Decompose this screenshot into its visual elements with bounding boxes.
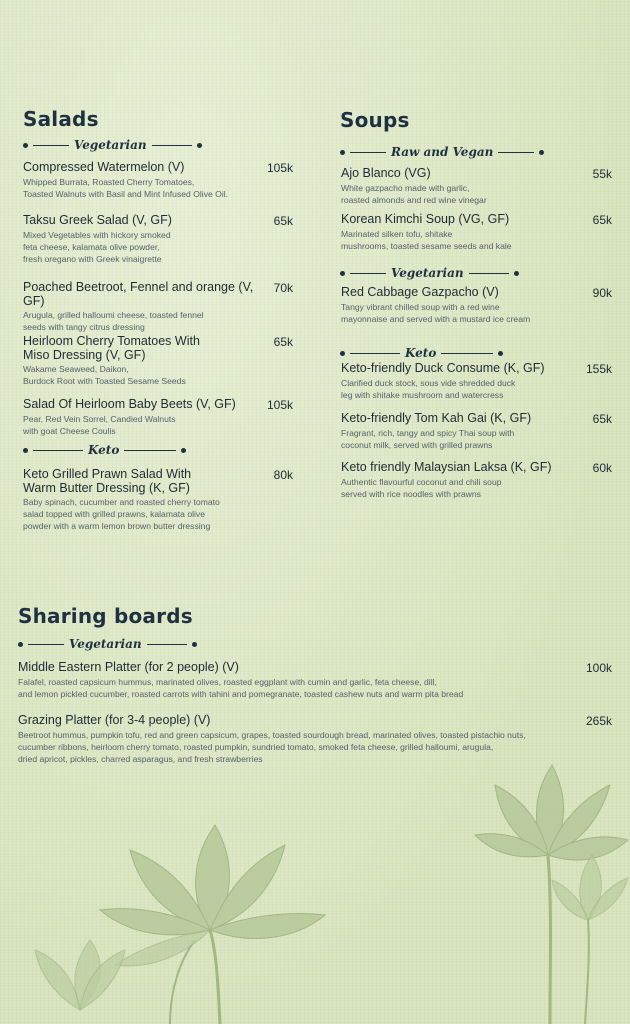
- menu-item: [18, 661, 578, 700]
- lotus-illustration-right: [470, 760, 630, 1024]
- soups-heading: Soups: [340, 108, 410, 132]
- item-desc: Authentic flavourful coconut and chili soup served with rice noodles with prawns: [341, 476, 502, 499]
- item-name: Heirloom Cherry Tomatoes With Miso Dressing (V, GF): [23, 334, 200, 362]
- divider-dot-icon: [197, 143, 202, 148]
- divider-dot-icon: [498, 351, 503, 356]
- salads-heading: Salads: [23, 107, 99, 131]
- item-price: 100k: [585, 661, 612, 675]
- salads-vegetarian-divider: [23, 138, 202, 152]
- sharing-vegetarian-divider: [18, 637, 197, 651]
- item-price: 70k: [273, 281, 293, 295]
- item-desc: Tangy vibrant chilled soup with a red wine mayonnaise and served with a mustard ice cream: [341, 301, 531, 324]
- divider-dot-icon: [340, 271, 345, 276]
- item-desc: Arugula, grilled halloumi cheese, toasted fennel seeds with tangy citrus dressing: [23, 310, 204, 332]
- item-name: Ajo Blanco (VG): [341, 166, 431, 180]
- item-price: 265k: [585, 714, 612, 728]
- menu-item: [23, 468, 273, 532]
- sharing-boards-heading: Sharing boards: [18, 604, 193, 628]
- category-label: Keto: [405, 346, 437, 360]
- menu-item: [23, 398, 273, 437]
- item-price: 105k: [266, 161, 293, 175]
- menu-item: [341, 362, 586, 401]
- item-desc: Baby spinach, cucumber and roasted cherry tomato salad topped with grilled prawns, kalamata olive powder with a warm lemon brown butter dressing: [23, 497, 220, 531]
- category-label: Vegetarian: [74, 138, 147, 152]
- soups-keto-divider: [340, 346, 503, 360]
- item-price: 55k: [592, 167, 612, 181]
- item-desc: Wakame Seaweed, Daikon, Burdock Root with Toasted Sesame Seeds: [23, 364, 186, 386]
- item-price: 65k: [273, 335, 293, 349]
- item-price: 105k: [266, 398, 293, 412]
- menu-item: [23, 214, 273, 265]
- item-desc: Whipped Burrata, Roasted Cherry Tomatoes, Toasted Walnuts with Basil and Mint Infused Olive Oil.: [23, 176, 229, 199]
- divider-dot-icon: [23, 143, 28, 148]
- item-desc: Mixed Vegetables with hickory smoked feta cheese, kalamata olive powder, fresh oregano with Greek vinaigrette: [23, 229, 171, 264]
- divider-dot-icon: [181, 448, 186, 453]
- item-name: Keto-friendly Tom Kah Gai (K, GF): [341, 411, 532, 425]
- soups-raw-vegan-divider: [340, 145, 544, 159]
- category-label: Keto: [88, 443, 120, 457]
- divider-dot-icon: [23, 448, 28, 453]
- item-name: Salad Of Heirloom Baby Beets (V, GF): [23, 397, 236, 411]
- menu-item: [341, 167, 586, 206]
- menu-item: [341, 286, 586, 325]
- soups-vegetarian-divider: [340, 266, 519, 280]
- item-desc: Beetroot hummus, pumpkin tofu, red and green capsicum, grapes, toasted sourdough bread, marinated olives, toasted pistachio nuts, cucumber ribbons, heirloom cherry tomato, roasted pumpkin, sundried tomato, smoked feta cheese, grilled halloumi, arugula, dried apricot, pickles, charred asparagus, and fresh strawberries: [18, 729, 526, 764]
- item-price: 60k: [592, 461, 612, 475]
- category-label: Raw and Vegan: [391, 145, 494, 159]
- item-desc: Falafel, roasted capsicum hummus, marinated olives, roasted eggplant with cumin and garlic, feta cheese, dill, and lemon pickled cucumber, roasted carrots with tahini and pomegranate, toasted cashew nuts and warm pita bread: [18, 676, 464, 699]
- item-name: Compressed Watermelon (V): [23, 160, 185, 174]
- item-desc: White gazpacho made with garlic, roasted almonds and red wine vinegar: [341, 182, 487, 205]
- item-desc: Marinated silken tofu, shitake mushrooms, toasted sesame seeds and kale: [341, 228, 512, 251]
- salads-keto-divider: [23, 443, 186, 457]
- divider-dot-icon: [340, 150, 345, 155]
- item-name: Keto Grilled Prawn Salad With Warm Butter Dressing (K, GF): [23, 467, 192, 495]
- divider-dot-icon: [514, 271, 519, 276]
- item-desc: Pear, Red Vein Sorrel, Candied Walnuts with goat Cheese Coulis: [23, 413, 176, 436]
- divider-dot-icon: [18, 642, 23, 647]
- item-name: Korean Kimchi Soup (VG, GF): [341, 212, 510, 226]
- item-price: 80k: [273, 468, 293, 482]
- item-price: 90k: [592, 286, 612, 300]
- item-name: Middle Eastern Platter (for 2 people) (V): [18, 660, 239, 674]
- item-desc: Fragrant, rich, tangy and spicy Thai soup with coconut milk, served with grilled prawns: [341, 427, 515, 450]
- divider-dot-icon: [192, 642, 197, 647]
- divider-dot-icon: [340, 351, 345, 356]
- menu-item: [23, 161, 273, 200]
- item-price: 65k: [592, 213, 612, 227]
- item-price: 155k: [585, 362, 612, 376]
- lotus-illustration-left: [20, 810, 340, 1024]
- menu-item: [23, 281, 273, 333]
- item-price: 65k: [592, 412, 612, 426]
- menu-item: [341, 412, 586, 451]
- divider-dot-icon: [539, 150, 544, 155]
- item-name: Grazing Platter (for 3-4 people) (V): [18, 713, 211, 727]
- item-name: Keto friendly Malaysian Laksa (K, GF): [341, 460, 552, 474]
- item-price: 65k: [273, 214, 293, 228]
- item-name: Red Cabbage Gazpacho (V): [341, 285, 499, 299]
- item-name: Taksu Greek Salad (V, GF): [23, 213, 172, 227]
- item-name: Poached Beetroot, Fennel and orange (V, GF): [23, 280, 254, 308]
- item-desc: Clarified duck stock, sous vide shredded duck leg with shitake mushroom and watercress: [341, 377, 516, 400]
- menu-item: [341, 213, 586, 252]
- category-label: Vegetarian: [391, 266, 464, 280]
- menu-item: [341, 461, 586, 500]
- item-name: Keto-friendly Duck Consume (K, GF): [341, 361, 545, 375]
- menu-item: [18, 714, 578, 765]
- menu-item: [23, 335, 273, 387]
- category-label: Vegetarian: [69, 637, 142, 651]
